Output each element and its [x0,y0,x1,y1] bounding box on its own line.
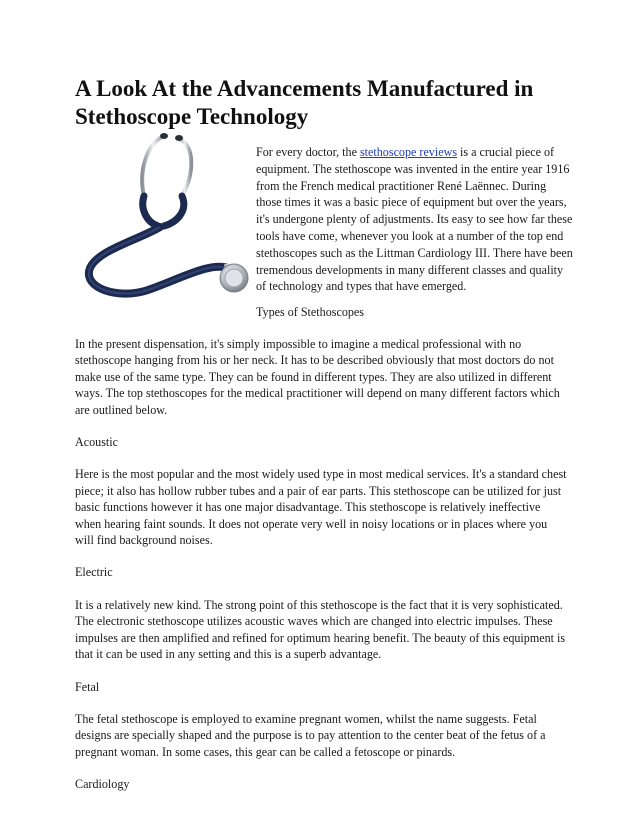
fetal-heading: Fetal [75,679,100,694]
acoustic-paragraph: Here is the most popular and the most widely used type in most medical services. It's a standard chest piece; it also has hollow rubber tubes and a pair of ear parts. This stethoscope can be utilized for just basic functions however it has one major disadvantage. This stethoscope is relatively ineffective when hearing faint sounds. It does not operate very well in noisy locations or in places where you will find background noises. [75,467,567,548]
stethoscope-image [78,130,250,312]
stethoscope-reviews-link[interactable]: stethoscope reviews [359,145,458,159]
acoustic-heading: Acoustic [75,435,118,450]
intro-text-start: For every doctor, the [256,145,360,159]
page-title: A Look At the Advancements Manufactured in Stethoscope Technology [75,76,534,129]
electric-paragraph: It is a relatively new kind. The strong point of this stethoscope is the fact that it is very sophisticated. The electronic stethoscope utilizes acoustic waves which are changed into electric impulses. These impulses are then amplified and refined for optimum hearing benefit. The beauty of this equipment is that it can be used in any setting and this is a superb advantage. [75,597,566,662]
fetal-paragraph: The fetal stethoscope is employed to examine pregnant women, whilst the name suggests. Fetal designs are specially shaped and the purpose is to pay attention to the center beat of the fetus of a pregnant woman. In some cases, this gear can be called a fetoscope or pinards. [75,711,546,759]
intro-paragraph [256,144,574,295]
stethoscope-icon [78,130,250,312]
electric-heading: Electric [75,565,113,580]
dispensation-paragraph: In the present dispensation, it's simply impossible to imagine a medical professional with no stethoscope hanging from his or her neck. It has to be described obviously that most doctors do not make use of the same type. They can be found in different types. They are also utilized in different ways. The top stethoscopes for the medical practitioner will depend on many different factors which are outlined below. [75,337,560,417]
types-heading: Types of Stethoscopes [256,305,364,319]
intro-text-rest: is a crucial piece of equipment. The stethoscope was invented in the entire year 1916 from the French medical practitioner René Laënnec. During those times it was a basic piece of equipment but over the years, it's undergone plenty of adjustments. Its easy to see how far these tools have come, whenever you look at a number of the top end stethoscopes such as the Littman Cardiology III. There have been tremendous developments in many different classes and quality of technology and types that have emerged. [256,145,573,294]
article-body [75,336,569,809]
cardiology-heading: Cardiology [75,777,130,792]
